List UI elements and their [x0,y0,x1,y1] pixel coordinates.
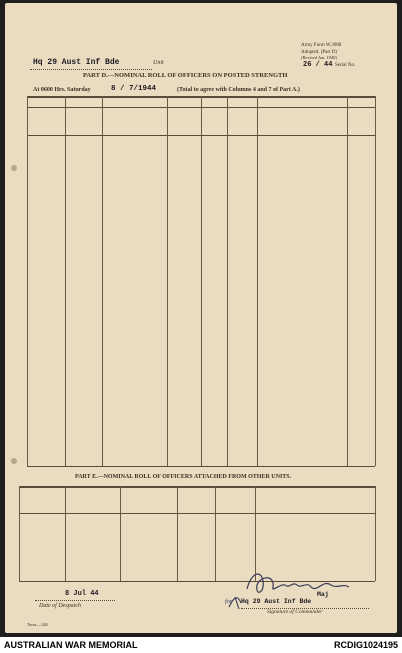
signature-unit: Hq 29 Aust Inf Bde [241,598,312,605]
unit-label: Unit [153,60,164,66]
punch-hole [11,165,17,171]
part-e-top-rule [19,486,375,488]
part-d-column-rule [201,96,202,466]
part-d-title: PART D.—NOMINAL ROLL OF OFFICERS ON POSTED STRENGTH [83,72,288,79]
form-code: Terra—148 [27,622,48,627]
part-d-column-rule [257,96,258,466]
serial-label: Serial No. [335,63,356,68]
form-number: Army Form W.3008 [301,43,342,48]
part-e-column-rule [65,486,66,581]
despatch-date-label: Date of Despatch [39,603,81,609]
serial-value: 26 / 44 [303,61,333,69]
part-e-title: PART E.—NOMINAL ROLL OF OFFICERS ATTACHED FROM OTHER UNITS. [75,474,292,480]
part-e-column-rule [120,486,121,581]
despatch-date: 8 Jul 44 [65,590,99,598]
part-d-column-rule [65,96,66,466]
part-d-column-rule [375,96,376,466]
signature-rank: Maj [317,591,329,598]
archive-id: RCDIG1024195 [333,640,398,650]
form-page [5,3,397,633]
unit-underline [30,69,152,70]
signature-label: Signature of Commander [267,609,323,615]
form-adopted: Adopted. (Part D) [301,50,337,55]
part-e-column-rule [375,486,376,581]
archive-name: AUSTRALIAN WAR MEMORIAL [4,640,138,650]
part-e-header-rule [19,513,375,514]
part-d-column-rule [227,96,228,466]
part-d-column-rule [347,96,348,466]
part-e-column-rule [177,486,178,581]
part-d-date-suffix: (Total to agree with Columns 4 and 7 of Part A.) [177,87,300,93]
despatch-date-line [35,600,115,601]
form-revised: (Revised Jan. 1940) [301,55,337,60]
unit-value: Hq 29 Aust Inf Bde [33,58,120,67]
part-d-date-value: 8 / 7/1944 [111,85,157,93]
part-d-date-prefix: At 0600 Hrs. Saturday [33,87,91,93]
punch-hole [11,458,17,464]
part-d-bottom-rule [27,466,375,467]
part-d-column-rule [102,96,103,466]
part-d-column-rule [27,96,28,466]
part-d-column-rule [167,96,168,466]
signature-prefix: for [225,599,233,605]
archive-footer [0,637,402,653]
part-e-column-rule [19,486,20,581]
part-e-column-rule [215,486,216,581]
